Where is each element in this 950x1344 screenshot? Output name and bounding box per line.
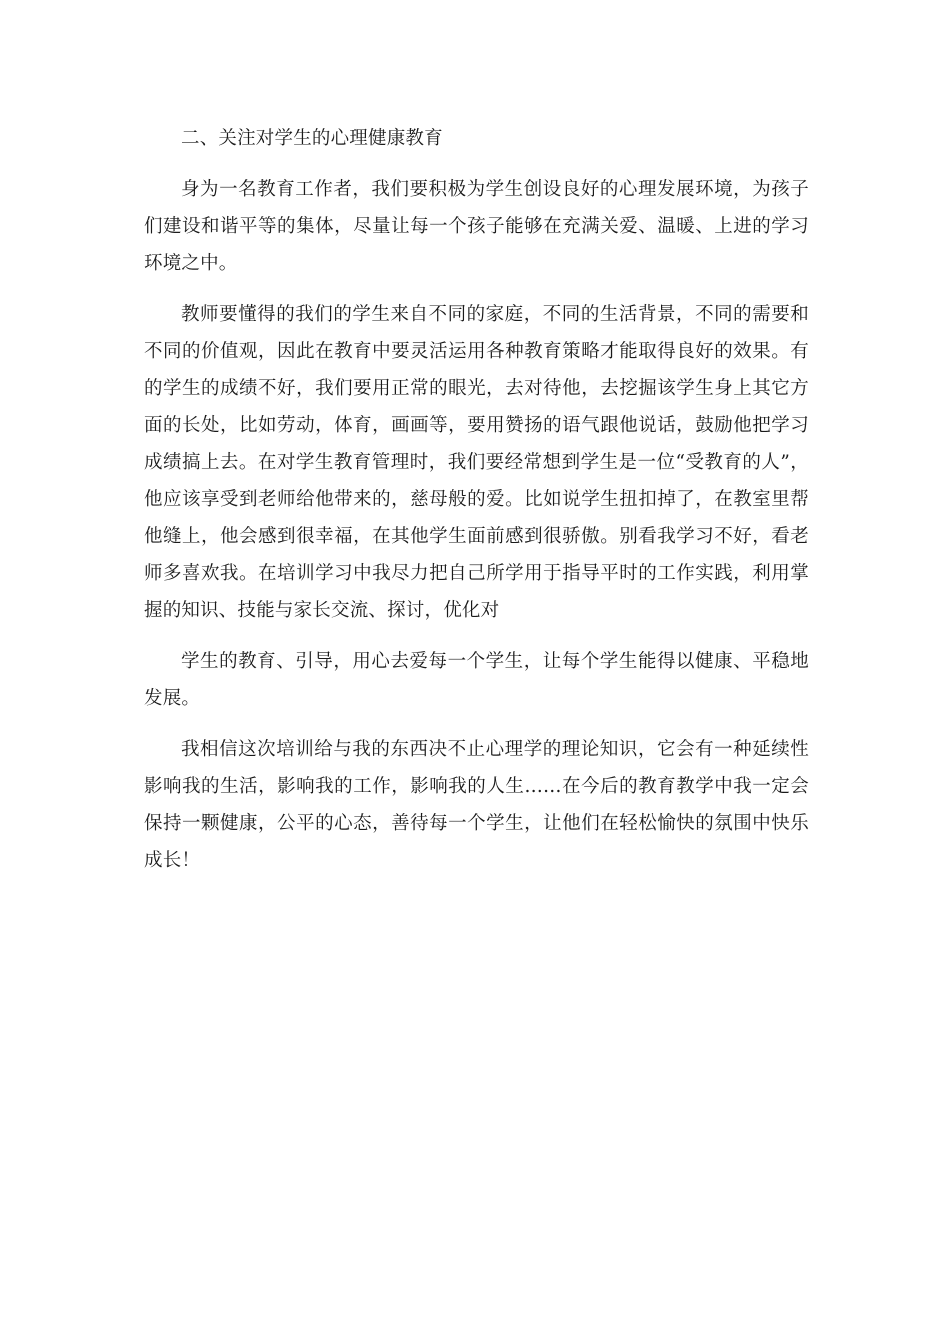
section-heading: 二、关注对学生的心理健康教育 [181,128,443,149]
paragraph-2: 教师要懂得的我们的学生来自不同的家庭，不同的生活背景，不同的需要和不同的价值观，因此在教育中要灵活运用各种教育策略才能取得良好的效果。有的学生的成绩不好，我们要用正常的眼光，去对待他，去挖掘该学生身上其它方面的长处，比如劳动，体育，画画等，要用赞扬的语气跟他说话，鼓励他把学习成绩搞上去。在对学生教育管理时，我们要经常想到学生是一位“受教育的人”，他应该享受到老师给他带来的，慈母般的爱。比如说学生扭扣掉了，在教室里帮他缝上，他会感到很幸福，在其他学生面前感到很骄傲。别看我学习不好，看老师多喜欢我。在培训学习中我尽力把自己所学用于指导平时的工作实践，利用掌握的知识、技能与家长交流、探讨，优化对 [144,304,809,621]
paragraph-4: 我相信这次培训给与我的东西决不止心理学的理论知识，它会有一种延续性影响我的生活，影响我的工作，影响我的人生……在今后的教育教学中我一定会保持一颗健康，公平的心态，善待每一个学生，让他们在轻松愉快的氛围中快乐成长！ [144,739,809,871]
paragraph-1: 身为一名教育工作者，我们要积极为学生创设良好的心理发展环境，为孩子们建设和谐平等的集体，尽量让每一个孩子能够在充满关爱、温暖、上进的学习环境之中。 [144,179,809,274]
paragraph-3: 学生的教育、引导，用心去爱每一个学生，让每个学生能得以健康、平稳地发展。 [144,651,809,709]
document-body [144,120,809,893]
